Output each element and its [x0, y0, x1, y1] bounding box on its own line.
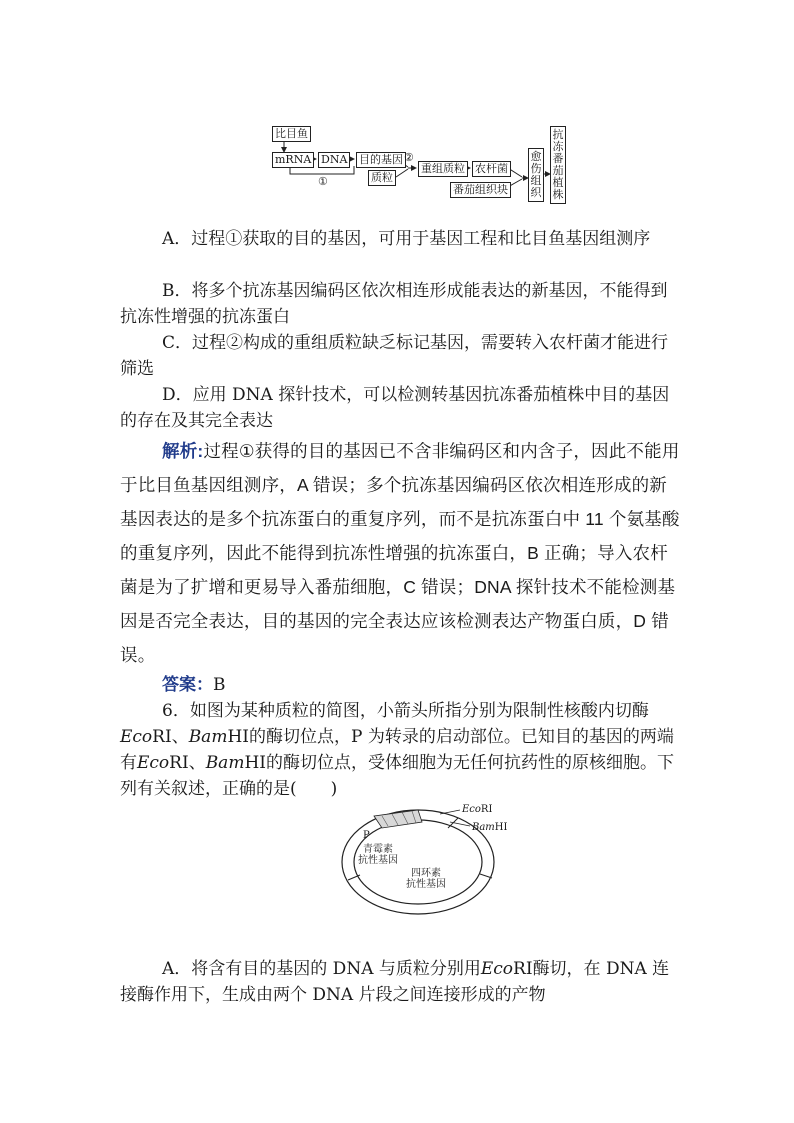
q6-eco-italic-2: Eco: [137, 753, 170, 773]
q6-separator-2: 、: [188, 753, 206, 773]
q6-option-a-text-2: 酶切，在 DNA 连接酶作用下，生成由两个 DNA 片段之间连接形成的产物: [120, 959, 670, 1005]
flow-target-gene-label: 目的基因: [359, 153, 403, 166]
flow-fish-label: 比目鱼: [275, 127, 308, 140]
gene-engineering-flowchart: [270, 124, 570, 216]
q6-option-a-label: A．: [162, 959, 192, 979]
flow-callus-box: [528, 148, 544, 202]
q5-answer: [120, 672, 680, 698]
q6-bam-roman-2: HⅠ: [244, 753, 266, 773]
flow-step1-label: ①: [318, 175, 328, 188]
ecori-site-label: [462, 804, 492, 815]
flow-agrobacterium-label: 农杆菌: [475, 162, 508, 175]
q5-option-c-text: 过程②构成的重组质粒缺乏标记基因，需要转入农杆菌才能进行筛选: [120, 333, 669, 379]
q6-stem: [120, 698, 680, 802]
q5-option-d: [120, 382, 680, 434]
promoter-label: P: [363, 830, 370, 841]
flow-tomato-tissue-box: [450, 182, 511, 198]
ecori-roman: RⅠ: [480, 804, 493, 815]
flow-dna-label: DNA: [321, 153, 348, 166]
q5-option-c: [120, 330, 680, 382]
q6-number: 6．: [162, 701, 190, 721]
penicillin-line1: 青霉素: [363, 844, 393, 855]
q6-separator: 、: [171, 727, 189, 747]
q5-analysis-label: 解析:: [162, 441, 204, 461]
flow-recombinant-box: [418, 161, 468, 177]
flow-dna-box: [318, 152, 350, 168]
q5-option-b: [120, 278, 680, 330]
q5-option-d-label: D．: [162, 385, 193, 405]
flow-plant-box: [550, 126, 566, 204]
flow-mrna-box: [272, 152, 314, 168]
q5-analysis-text: 过程①获得的目的基因已不含非编码区和内含子，因此不能用于比目鱼基因组测序，A 错误；多个抗冻基因编码区依次相连形成的新基因表达的是多个抗冻蛋白的重复序列，而不是抗冻蛋白中 11 个氨基酸的重复序列，因此不能得到抗冻性增强的抗冻蛋白，B 正确；导入农杆菌是为了扩增和更易导入番茄细胞，C 错误；DNA 探针技术不能检测基因是否完全表达，目的基因的完全表达应该检测表达产物蛋白质，D 错误。: [120, 441, 680, 665]
flow-fish-box: [272, 126, 311, 142]
q6-stem-1: 如图为某种质粒的简图，小箭头所指分别为限制性核酸内切酶: [189, 701, 649, 721]
q6-option-a-eco-italic: Eco: [480, 959, 514, 979]
q6-eco-roman-1: RⅠ: [152, 727, 172, 747]
q5-option-a-label: A．: [162, 229, 192, 249]
tetracycline-line2: 抗性基因: [406, 879, 446, 890]
q5-option-a-text: 过程①获取的目的基因，可用于基因工程和比目鱼基因组测序: [191, 229, 651, 249]
q6-eco-roman-2: RⅠ: [169, 753, 189, 773]
q6-option-a-eco-roman: RⅠ: [513, 959, 533, 979]
bamhi-site-label: [472, 822, 507, 833]
penicillin-gene-label: [358, 844, 398, 866]
q6-option-a-text-1: 将含有目的基因的 DNA 与质粒分别用: [191, 959, 481, 979]
q6-eco-italic-1: Eco: [120, 727, 153, 747]
flow-plasmid-label: 质粒: [371, 171, 393, 184]
flow-recombinant-label: 重组质粒: [421, 162, 465, 175]
ecori-italic: Eco: [462, 804, 481, 815]
flow-plant-label: 抗冻番茄植株: [552, 128, 564, 201]
flow-agrobacterium-box: [472, 161, 511, 177]
flow-callus-label: 愈伤组织: [530, 150, 542, 199]
q5-analysis: [120, 434, 680, 672]
flow-target-gene-box: [356, 152, 406, 168]
tetracycline-line1: 四环素: [411, 868, 441, 879]
bamhi-italic: Bam: [472, 822, 495, 833]
q6-bam-roman-1: HⅠ: [227, 727, 249, 747]
q6-stem-2: 的酶切位点，P 为转录的启动部位。已知目的基因的两端有: [120, 727, 674, 773]
q5-option-a: [120, 226, 680, 252]
q5-answer-label: 答案：: [162, 675, 213, 695]
q6-bam-italic-2: Bam: [205, 753, 245, 773]
q6-option-a: [120, 956, 680, 1008]
q5-option-c-label: C．: [162, 333, 193, 353]
plasmid-diagram: [330, 800, 520, 918]
q5-option-d-text: 应用 DNA 探针技术，可以检测转基因抗冻番茄植株中目的基因的存在及其完全表达: [120, 385, 670, 431]
flow-plasmid-box: [368, 170, 396, 186]
flow-tomato-tissue-label: 番茄组织块: [453, 183, 508, 196]
flow-step2-label: ②: [404, 151, 414, 164]
q6-bam-italic-1: Bam: [188, 727, 228, 747]
q5-answer-value: B: [213, 675, 226, 695]
flow-mrna-label: mRNA: [275, 153, 312, 166]
penicillin-line2: 抗性基因: [358, 855, 398, 866]
bamhi-roman: HⅠ: [494, 822, 508, 833]
q5-option-b-text: 将多个抗冻基因编码区依次相连形成能表达的新基因，不能得到抗冻性增强的抗冻蛋白: [120, 281, 668, 327]
tetracycline-gene-label: [406, 868, 446, 890]
q5-option-b-label: B．: [162, 281, 192, 301]
q6-stem-3: 的酶切位点，受体细胞为无任何抗药性的原核细胞。下列有关叙述，正确的是( ): [120, 753, 674, 799]
